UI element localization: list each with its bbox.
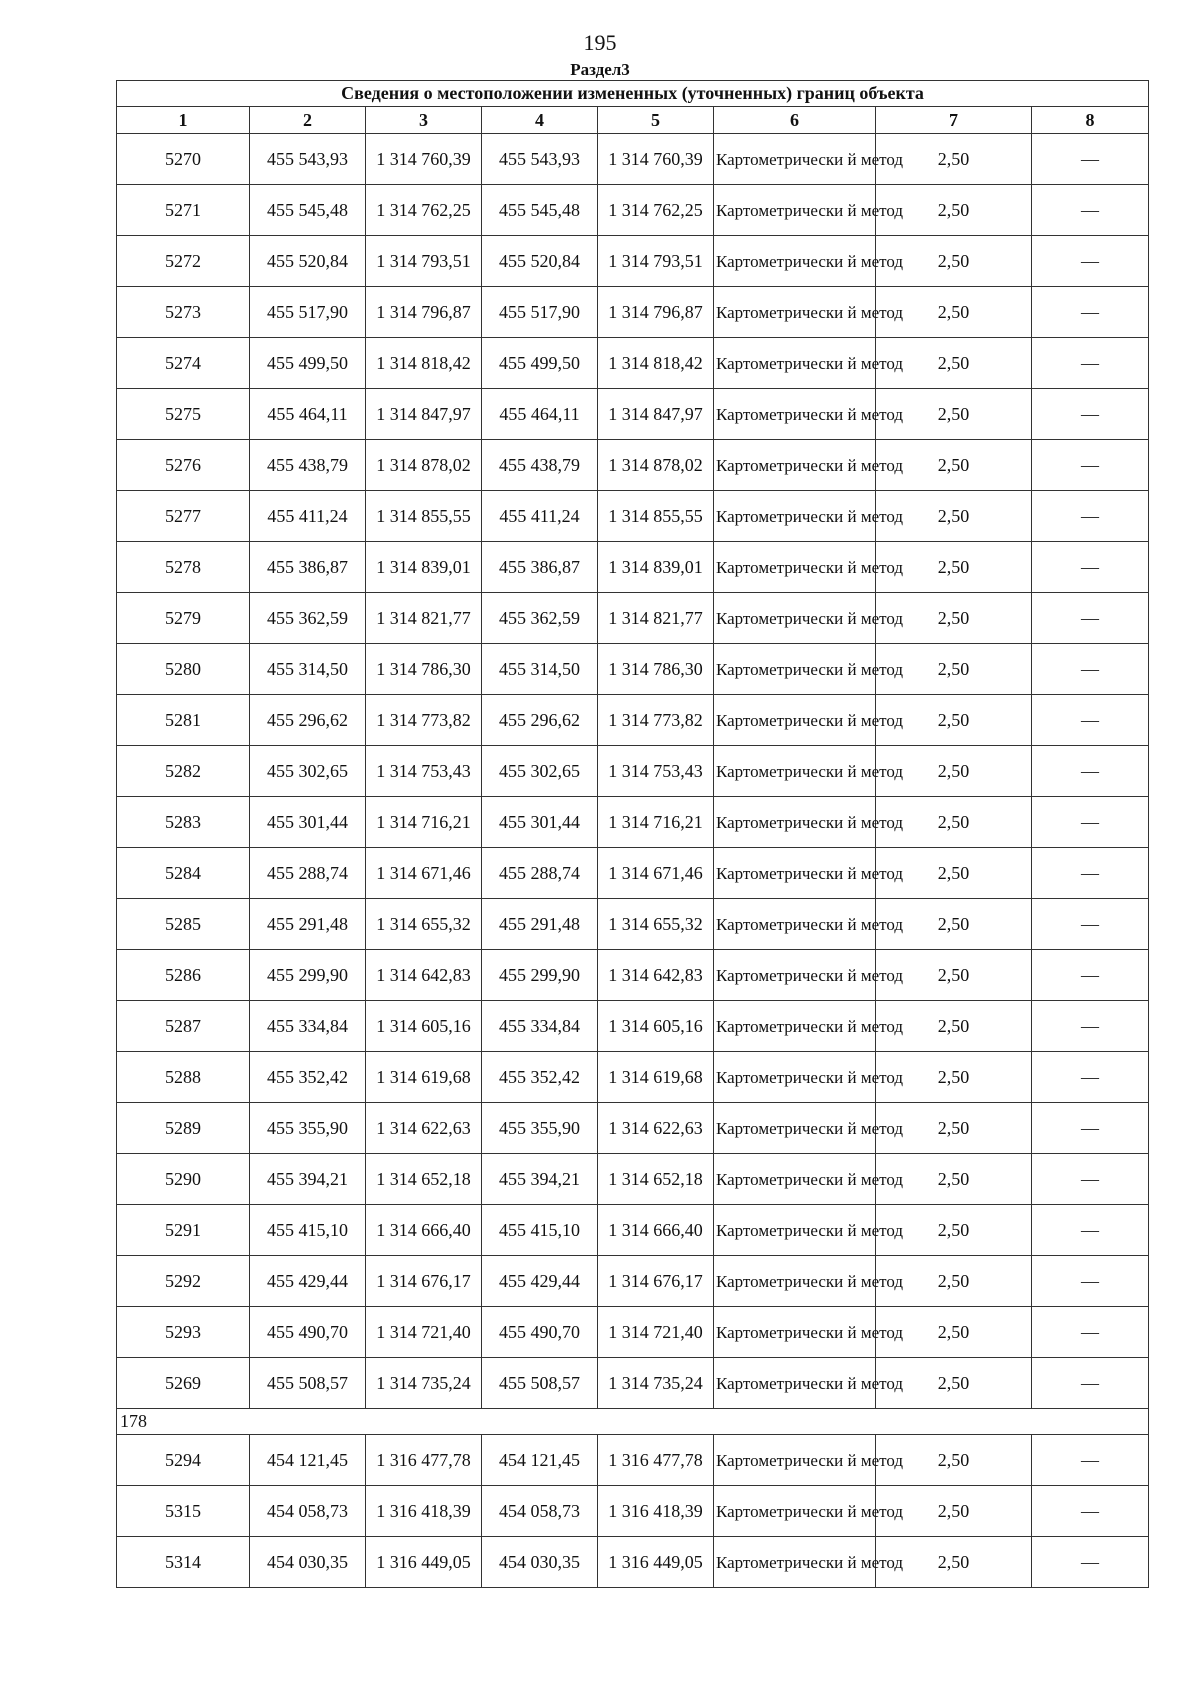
cell-col-8: — — [1032, 440, 1149, 491]
cell-col-1: 5293 — [117, 1307, 250, 1358]
cell-col-1: 5314 — [117, 1537, 250, 1588]
table-row — [117, 389, 1149, 440]
cell-col-1: 5270 — [117, 134, 250, 185]
cell-col-4: 455 415,10 — [482, 1205, 598, 1256]
cell-col-3: 1 314 605,16 — [366, 1001, 482, 1052]
cell-col-1: 5280 — [117, 644, 250, 695]
cell-col-4: 455 314,50 — [482, 644, 598, 695]
cell-col-1: 5315 — [117, 1486, 250, 1537]
cell-col-5: 1 314 655,32 — [598, 899, 714, 950]
cell-col-2: 455 508,57 — [250, 1358, 366, 1409]
cell-col-2: 455 334,84 — [250, 1001, 366, 1052]
cell-col-8: — — [1032, 848, 1149, 899]
cell-col-6: Картометрически й метод — [714, 236, 876, 287]
cell-col-4: 455 386,87 — [482, 542, 598, 593]
table-row — [117, 1001, 1149, 1052]
cell-col-8: — — [1032, 695, 1149, 746]
cell-col-2: 455 288,74 — [250, 848, 366, 899]
cell-col-2: 454 121,45 — [250, 1435, 366, 1486]
cell-col-4: 455 302,65 — [482, 746, 598, 797]
cell-col-4: 455 355,90 — [482, 1103, 598, 1154]
cell-col-1: 5272 — [117, 236, 250, 287]
cell-col-8: — — [1032, 1358, 1149, 1409]
cell-col-7: 2,50 — [876, 236, 1032, 287]
cell-col-2: 455 520,84 — [250, 236, 366, 287]
cell-col-3: 1 314 760,39 — [366, 134, 482, 185]
cell-col-5: 1 314 793,51 — [598, 236, 714, 287]
cell-col-6: Картометрически й метод — [714, 1435, 876, 1486]
table-row — [117, 1358, 1149, 1409]
cell-col-5: 1 314 619,68 — [598, 1052, 714, 1103]
cell-col-3: 1 314 666,40 — [366, 1205, 482, 1256]
cell-col-4: 455 411,24 — [482, 491, 598, 542]
cell-col-5: 1 314 676,17 — [598, 1256, 714, 1307]
cell-col-8: — — [1032, 644, 1149, 695]
cell-col-3: 1 314 855,55 — [366, 491, 482, 542]
cell-col-3: 1 314 735,24 — [366, 1358, 482, 1409]
cell-col-6: Картометрически й метод — [714, 899, 876, 950]
table-row — [117, 1435, 1149, 1486]
cell-col-1: 5276 — [117, 440, 250, 491]
cell-col-6: Картометрически й метод — [714, 185, 876, 236]
cell-col-3: 1 314 786,30 — [366, 644, 482, 695]
cell-col-1: 5271 — [117, 185, 250, 236]
cell-col-5: 1 314 839,01 — [598, 542, 714, 593]
cell-col-2: 455 490,70 — [250, 1307, 366, 1358]
cell-col-8: — — [1032, 1537, 1149, 1588]
cell-col-8: — — [1032, 797, 1149, 848]
cell-col-3: 1 316 449,05 — [366, 1537, 482, 1588]
cell-col-1: 5273 — [117, 287, 250, 338]
cell-col-7: 2,50 — [876, 848, 1032, 899]
cell-col-5: 1 314 762,25 — [598, 185, 714, 236]
cell-col-2: 455 415,10 — [250, 1205, 366, 1256]
cell-col-5: 1 314 721,40 — [598, 1307, 714, 1358]
column-header-3: 3 — [366, 107, 482, 134]
cell-col-4: 455 288,74 — [482, 848, 598, 899]
cell-col-8: — — [1032, 950, 1149, 1001]
cell-col-2: 455 314,50 — [250, 644, 366, 695]
cell-col-5: 1 314 878,02 — [598, 440, 714, 491]
cell-col-4: 455 464,11 — [482, 389, 598, 440]
cell-col-1: 5289 — [117, 1103, 250, 1154]
cell-col-7: 2,50 — [876, 1052, 1032, 1103]
cell-col-5: 1 316 418,39 — [598, 1486, 714, 1537]
column-header-5: 5 — [598, 107, 714, 134]
cell-col-7: 2,50 — [876, 593, 1032, 644]
cell-col-8: — — [1032, 491, 1149, 542]
cell-col-8: — — [1032, 1052, 1149, 1103]
cell-col-6: Картометрически й метод — [714, 1052, 876, 1103]
cell-col-6: Картометрически й метод — [714, 491, 876, 542]
cell-col-2: 455 355,90 — [250, 1103, 366, 1154]
cell-col-5: 1 314 847,97 — [598, 389, 714, 440]
cell-col-5: 1 314 605,16 — [598, 1001, 714, 1052]
coordinates-table — [116, 80, 1149, 1588]
cell-col-1: 5281 — [117, 695, 250, 746]
cell-col-3: 1 314 671,46 — [366, 848, 482, 899]
cell-col-2: 454 030,35 — [250, 1537, 366, 1588]
cell-col-7: 2,50 — [876, 1001, 1032, 1052]
cell-col-5: 1 316 477,78 — [598, 1435, 714, 1486]
cell-col-3: 1 314 716,21 — [366, 797, 482, 848]
group-row — [117, 1409, 1149, 1435]
cell-col-4: 455 429,44 — [482, 1256, 598, 1307]
cell-col-8: — — [1032, 134, 1149, 185]
cell-col-3: 1 314 721,40 — [366, 1307, 482, 1358]
cell-col-7: 2,50 — [876, 1205, 1032, 1256]
cell-col-4: 454 030,35 — [482, 1537, 598, 1588]
cell-col-7: 2,50 — [876, 389, 1032, 440]
cell-col-2: 455 543,93 — [250, 134, 366, 185]
cell-col-6: Картометрически й метод — [714, 338, 876, 389]
cell-col-6: Картометрически й метод — [714, 1358, 876, 1409]
cell-col-7: 2,50 — [876, 695, 1032, 746]
cell-col-2: 455 545,48 — [250, 185, 366, 236]
cell-col-8: — — [1032, 185, 1149, 236]
cell-col-5: 1 314 821,77 — [598, 593, 714, 644]
cell-col-2: 455 296,62 — [250, 695, 366, 746]
section-title: Раздел3 — [570, 60, 630, 79]
group-label: 178 — [117, 1409, 1149, 1435]
cell-col-7: 2,50 — [876, 185, 1032, 236]
cell-col-1: 5269 — [117, 1358, 250, 1409]
cell-col-4: 455 296,62 — [482, 695, 598, 746]
table-row — [117, 695, 1149, 746]
table-row — [117, 746, 1149, 797]
cell-col-3: 1 314 642,83 — [366, 950, 482, 1001]
cell-col-5: 1 314 652,18 — [598, 1154, 714, 1205]
cell-col-6: Картометрически й метод — [714, 1256, 876, 1307]
cell-col-5: 1 314 855,55 — [598, 491, 714, 542]
cell-col-7: 2,50 — [876, 1154, 1032, 1205]
cell-col-8: — — [1032, 542, 1149, 593]
table-row — [117, 338, 1149, 389]
cell-col-7: 2,50 — [876, 1307, 1032, 1358]
cell-col-3: 1 314 622,63 — [366, 1103, 482, 1154]
cell-col-4: 455 499,50 — [482, 338, 598, 389]
column-header-row — [117, 107, 1149, 134]
table-row — [117, 593, 1149, 644]
table-row — [117, 287, 1149, 338]
cell-col-4: 455 438,79 — [482, 440, 598, 491]
cell-col-8: — — [1032, 287, 1149, 338]
cell-col-8: — — [1032, 1256, 1149, 1307]
table-row — [117, 236, 1149, 287]
table-row — [117, 848, 1149, 899]
column-header-1: 1 — [117, 107, 250, 134]
column-header-4: 4 — [482, 107, 598, 134]
cell-col-8: — — [1032, 338, 1149, 389]
cell-col-8: — — [1032, 1103, 1149, 1154]
cell-col-6: Картометрически й метод — [714, 1001, 876, 1052]
cell-col-2: 455 438,79 — [250, 440, 366, 491]
cell-col-7: 2,50 — [876, 644, 1032, 695]
cell-col-1: 5286 — [117, 950, 250, 1001]
cell-col-3: 1 314 793,51 — [366, 236, 482, 287]
cell-col-6: Картометрически й метод — [714, 1154, 876, 1205]
column-header-8: 8 — [1032, 107, 1149, 134]
cell-col-6: Картометрически й метод — [714, 134, 876, 185]
cell-col-4: 455 362,59 — [482, 593, 598, 644]
cell-col-6: Картометрически й метод — [714, 287, 876, 338]
cell-col-2: 455 301,44 — [250, 797, 366, 848]
cell-col-8: — — [1032, 389, 1149, 440]
table-row — [117, 1537, 1149, 1588]
cell-col-7: 2,50 — [876, 899, 1032, 950]
cell-col-1: 5294 — [117, 1435, 250, 1486]
cell-col-3: 1 314 676,17 — [366, 1256, 482, 1307]
cell-col-6: Картометрически й метод — [714, 389, 876, 440]
table-row — [117, 950, 1149, 1001]
table-row — [117, 1256, 1149, 1307]
cell-col-1: 5283 — [117, 797, 250, 848]
cell-col-6: Картометрически й метод — [714, 695, 876, 746]
cell-col-5: 1 314 671,46 — [598, 848, 714, 899]
cell-col-4: 455 334,84 — [482, 1001, 598, 1052]
table-row — [117, 1154, 1149, 1205]
table-row — [117, 1205, 1149, 1256]
cell-col-5: 1 314 642,83 — [598, 950, 714, 1001]
cell-col-4: 455 508,57 — [482, 1358, 598, 1409]
cell-col-3: 1 314 818,42 — [366, 338, 482, 389]
cell-col-4: 455 394,21 — [482, 1154, 598, 1205]
cell-col-5: 1 314 818,42 — [598, 338, 714, 389]
cell-col-3: 1 316 418,39 — [366, 1486, 482, 1537]
cell-col-4: 455 520,84 — [482, 236, 598, 287]
cell-col-6: Картометрически й метод — [714, 1103, 876, 1154]
cell-col-3: 1 314 619,68 — [366, 1052, 482, 1103]
cell-col-1: 5277 — [117, 491, 250, 542]
table-row — [117, 134, 1149, 185]
cell-col-6: Картометрически й метод — [714, 644, 876, 695]
table-caption-row — [117, 81, 1149, 107]
cell-col-5: 1 314 716,21 — [598, 797, 714, 848]
cell-col-7: 2,50 — [876, 1256, 1032, 1307]
cell-col-7: 2,50 — [876, 440, 1032, 491]
cell-col-8: — — [1032, 1486, 1149, 1537]
cell-col-8: — — [1032, 236, 1149, 287]
cell-col-5: 1 314 753,43 — [598, 746, 714, 797]
cell-col-6: Картометрически й метод — [714, 1537, 876, 1588]
cell-col-8: — — [1032, 1435, 1149, 1486]
cell-col-7: 2,50 — [876, 338, 1032, 389]
cell-col-8: — — [1032, 1001, 1149, 1052]
cell-col-2: 455 291,48 — [250, 899, 366, 950]
cell-col-3: 1 314 821,77 — [366, 593, 482, 644]
cell-col-2: 454 058,73 — [250, 1486, 366, 1537]
cell-col-3: 1 314 847,97 — [366, 389, 482, 440]
cell-col-5: 1 314 773,82 — [598, 695, 714, 746]
cell-col-5: 1 314 786,30 — [598, 644, 714, 695]
cell-col-5: 1 314 735,24 — [598, 1358, 714, 1409]
table-row — [117, 899, 1149, 950]
cell-col-4: 455 291,48 — [482, 899, 598, 950]
table-row — [117, 1486, 1149, 1537]
cell-col-8: — — [1032, 746, 1149, 797]
cell-col-4: 455 517,90 — [482, 287, 598, 338]
cell-col-3: 1 314 762,25 — [366, 185, 482, 236]
cell-col-2: 455 499,50 — [250, 338, 366, 389]
cell-col-7: 2,50 — [876, 1435, 1032, 1486]
cell-col-7: 2,50 — [876, 491, 1032, 542]
cell-col-3: 1 314 655,32 — [366, 899, 482, 950]
cell-col-1: 5284 — [117, 848, 250, 899]
cell-col-5: 1 314 796,87 — [598, 287, 714, 338]
cell-col-6: Картометрически й метод — [714, 1307, 876, 1358]
cell-col-7: 2,50 — [876, 1103, 1032, 1154]
cell-col-1: 5292 — [117, 1256, 250, 1307]
cell-col-8: — — [1032, 593, 1149, 644]
cell-col-7: 2,50 — [876, 950, 1032, 1001]
cell-col-5: 1 316 449,05 — [598, 1537, 714, 1588]
cell-col-4: 455 545,48 — [482, 185, 598, 236]
cell-col-6: Картометрически й метод — [714, 797, 876, 848]
cell-col-1: 5285 — [117, 899, 250, 950]
cell-col-4: 455 352,42 — [482, 1052, 598, 1103]
column-header-7: 7 — [876, 107, 1032, 134]
cell-col-5: 1 314 760,39 — [598, 134, 714, 185]
cell-col-2: 455 411,24 — [250, 491, 366, 542]
cell-col-6: Картометрически й метод — [714, 593, 876, 644]
cell-col-1: 5287 — [117, 1001, 250, 1052]
table-row — [117, 185, 1149, 236]
cell-col-4: 455 543,93 — [482, 134, 598, 185]
cell-col-7: 2,50 — [876, 134, 1032, 185]
cell-col-1: 5282 — [117, 746, 250, 797]
cell-col-2: 455 394,21 — [250, 1154, 366, 1205]
table-body — [117, 134, 1149, 1588]
cell-col-5: 1 314 666,40 — [598, 1205, 714, 1256]
cell-col-7: 2,50 — [876, 746, 1032, 797]
cell-col-3: 1 314 652,18 — [366, 1154, 482, 1205]
cell-col-6: Картометрически й метод — [714, 1205, 876, 1256]
cell-col-7: 2,50 — [876, 1358, 1032, 1409]
cell-col-2: 455 302,65 — [250, 746, 366, 797]
column-header-6: 6 — [714, 107, 876, 134]
cell-col-2: 455 517,90 — [250, 287, 366, 338]
cell-col-6: Картометрически й метод — [714, 542, 876, 593]
cell-col-4: 455 301,44 — [482, 797, 598, 848]
cell-col-6: Картометрически й метод — [714, 950, 876, 1001]
table-row — [117, 542, 1149, 593]
cell-col-6: Картометрически й метод — [714, 746, 876, 797]
cell-col-8: — — [1032, 1154, 1149, 1205]
table-row — [117, 1307, 1149, 1358]
cell-col-8: — — [1032, 1307, 1149, 1358]
cell-col-3: 1 314 773,82 — [366, 695, 482, 746]
cell-col-7: 2,50 — [876, 542, 1032, 593]
cell-col-3: 1 314 796,87 — [366, 287, 482, 338]
cell-col-2: 455 362,59 — [250, 593, 366, 644]
cell-col-3: 1 314 839,01 — [366, 542, 482, 593]
table-row — [117, 1052, 1149, 1103]
cell-col-3: 1 314 753,43 — [366, 746, 482, 797]
cell-col-2: 455 464,11 — [250, 389, 366, 440]
cell-col-1: 5279 — [117, 593, 250, 644]
table-row — [117, 491, 1149, 542]
table-caption: Сведения о местоположении измененных (уточненных) границ объекта — [117, 81, 1149, 107]
cell-col-5: 1 314 622,63 — [598, 1103, 714, 1154]
cell-col-1: 5291 — [117, 1205, 250, 1256]
cell-col-6: Картометрически й метод — [714, 848, 876, 899]
cell-col-2: 455 386,87 — [250, 542, 366, 593]
cell-col-4: 455 490,70 — [482, 1307, 598, 1358]
cell-col-1: 5288 — [117, 1052, 250, 1103]
cell-col-7: 2,50 — [876, 1486, 1032, 1537]
cell-col-3: 1 314 878,02 — [366, 440, 482, 491]
cell-col-4: 455 299,90 — [482, 950, 598, 1001]
table-row — [117, 440, 1149, 491]
cell-col-1: 5278 — [117, 542, 250, 593]
cell-col-7: 2,50 — [876, 797, 1032, 848]
cell-col-6: Картометрически й метод — [714, 440, 876, 491]
cell-col-8: — — [1032, 899, 1149, 950]
cell-col-7: 2,50 — [876, 1537, 1032, 1588]
column-header-2: 2 — [250, 107, 366, 134]
cell-col-2: 455 299,90 — [250, 950, 366, 1001]
cell-col-8: — — [1032, 1205, 1149, 1256]
cell-col-1: 5274 — [117, 338, 250, 389]
table-row — [117, 644, 1149, 695]
table-row — [117, 1103, 1149, 1154]
cell-col-6: Картометрически й метод — [714, 1486, 876, 1537]
cell-col-7: 2,50 — [876, 287, 1032, 338]
cell-col-3: 1 316 477,78 — [366, 1435, 482, 1486]
cell-col-4: 454 121,45 — [482, 1435, 598, 1486]
cell-col-2: 455 429,44 — [250, 1256, 366, 1307]
page-number: 195 — [583, 30, 617, 55]
table-row — [117, 797, 1149, 848]
cell-col-4: 454 058,73 — [482, 1486, 598, 1537]
cell-col-1: 5275 — [117, 389, 250, 440]
cell-col-1: 5290 — [117, 1154, 250, 1205]
cell-col-2: 455 352,42 — [250, 1052, 366, 1103]
